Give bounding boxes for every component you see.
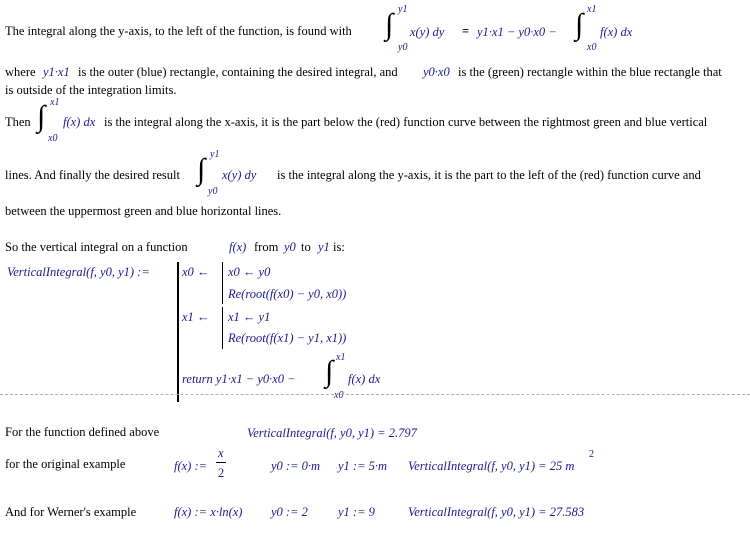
fraction-bar [216,462,226,463]
para4-from: from [254,240,279,254]
upper-limit: x1 [587,4,597,15]
para3-text2: is the integral along the y-axis, it is the part to the left of the (red) function curve and [277,168,701,182]
integrand: f(x) dx [63,115,96,129]
para4-to: to [301,240,311,254]
function-definition[interactable]: f(x) := x·ln(x) [174,505,243,519]
para3-line3: between the uppermost green and blue horizontal lines. [5,204,282,218]
upper-limit: y1 [398,4,408,15]
subblock-bracket [222,262,223,304]
subblock-bracket [222,307,223,349]
result1-label: For the function defined above [5,425,160,439]
para3-then: Then [5,115,31,129]
y1-symbol: y1 [318,240,330,254]
x0-init: x0 ← y0 [228,265,271,279]
intro-text: The integral along the y-axis, to the left of the function, is found with [5,24,352,38]
outer-rect-term: y1·x1 [43,65,70,79]
integral-sign: ∫ [325,355,334,388]
result3-eval[interactable]: VerticalIntegral(f, y0, y1) = 27.583 [408,505,585,519]
integrand: x(y) dy [410,25,445,39]
return-statement: return y1·x1 − y0·x0 − [182,372,296,386]
fraction-denominator: 2 [218,466,225,480]
integral-sign: ∫ [385,8,394,41]
para2-text: is the (green) rectangle within the blue rectangle that [458,65,722,79]
assign-x0: x0 ← [182,265,210,279]
function-definition[interactable]: f(x) := [174,459,208,473]
y0-definition[interactable]: y0 := 2 [271,505,308,519]
upper-limit: y1 [210,149,220,160]
result2-label: for the original example [5,457,126,471]
integrand: f(x) dx [600,25,633,39]
fraction-numerator: x [218,446,224,460]
para3-line2: lines. And finally the desired result [5,168,180,182]
upper-limit: x1 [336,352,346,363]
program-bracket [177,262,179,402]
y0-definition[interactable]: y0 := 0·m [271,459,321,473]
equals-sign: = [462,24,470,38]
program-definition[interactable]: VerticalIntegral(f, y0, y1) := [7,265,150,279]
unit-exponent: 2 [589,449,594,460]
integrand: x(y) dy [222,168,257,182]
lower-limit: x0 [48,133,58,144]
para3-text: is the integral along the x-axis, it is the part below the (red) function curve between the rightmost green and blue vertical [104,115,708,129]
function-symbol: f(x) [229,240,247,254]
para2-text: is the outer (blue) rectangle, containing the desired integral, and [78,65,398,79]
integral-sign: ∫ [575,8,584,41]
para2-line2: is outside of the integration limits. [5,83,177,97]
lower-limit: y0 [208,186,218,197]
y1-definition[interactable]: y1 := 5·m [338,459,388,473]
lower-limit: y0 [398,42,408,53]
y0-symbol: y0 [284,240,296,254]
result2-eval[interactable]: VerticalIntegral(f, y0, y1) = 25 m [408,459,575,473]
x0-root: Re(root(f(x0) − y0, x0)) [228,287,347,301]
integrand: f(x) dx [348,372,381,386]
inner-rect-term: y0·x0 [423,65,450,79]
lower-limit: x0 [334,390,344,401]
y1-definition[interactable]: y1 := 9 [338,505,375,519]
assign-x1: x1 ← [182,310,210,324]
result1-eval[interactable]: VerticalIntegral(f, y0, y1) = 2.797 [247,426,417,440]
rectangle-difference: y1·x1 − y0·x0 − [477,25,557,39]
integral-sign: ∫ [37,100,46,133]
x1-root: Re(root(f(x1) − y1, x1)) [228,331,347,345]
result3-label: And for Werner's example [5,505,137,519]
para4-text: So the vertical integral on a function [5,240,188,254]
integral-sign: ∫ [197,153,206,186]
x1-init: x1 ← y1 [228,310,271,324]
para2-where: where [5,65,36,79]
region-separator [0,394,750,395]
lower-limit: x0 [587,42,597,53]
para4-is: is: [333,240,345,254]
upper-limit: x1 [50,97,60,108]
